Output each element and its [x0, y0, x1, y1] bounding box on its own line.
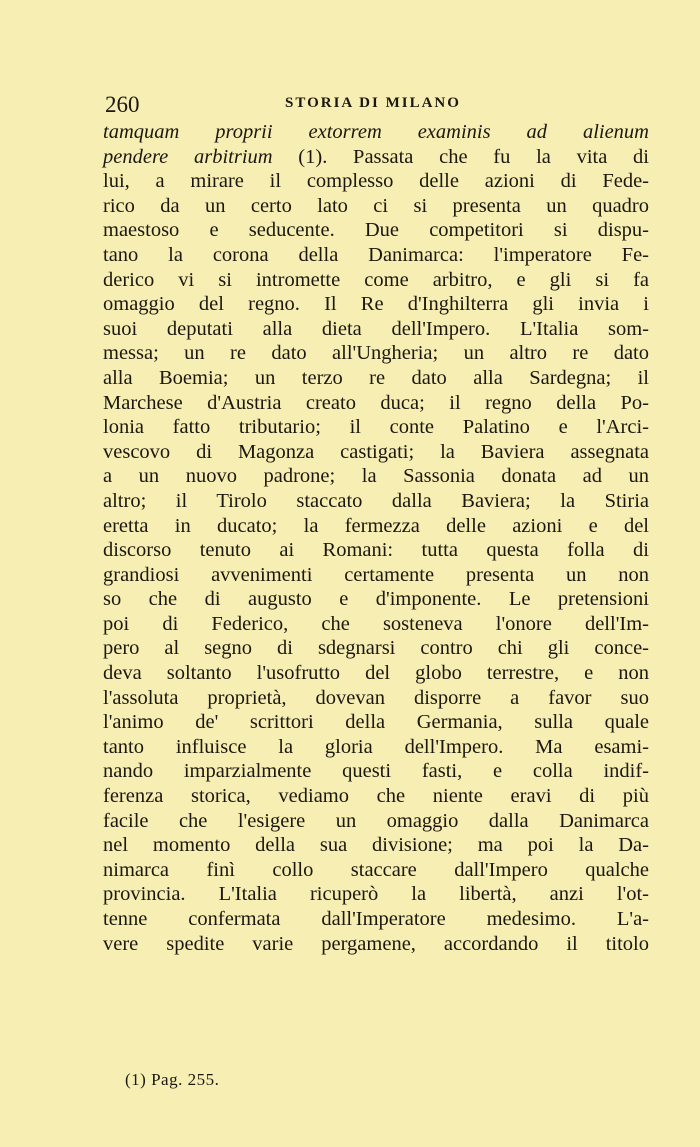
text-line-content: tano la corona della Danimarca: l'imperatore Fe-: [103, 243, 649, 266]
text-line: [103, 464, 649, 489]
text-line: [103, 538, 649, 563]
text-line-content: grandiosi avvenimenti certamente presenta un non: [103, 563, 649, 586]
text-line: [103, 317, 649, 342]
text-line: [103, 587, 649, 612]
text-line: [103, 710, 649, 735]
text-line-content: derico vi si intromette come arbitro, e gli si fa: [103, 268, 649, 291]
text-line: [103, 292, 649, 317]
text-line-content: poi di Federico, che sosteneva l'onore dell'Im-: [103, 612, 649, 635]
text-line: [103, 833, 649, 858]
text-line: [103, 169, 649, 194]
text-line: [103, 661, 649, 686]
text-line-content: l'animo de' scrittori della Germania, sulla quale: [103, 711, 649, 734]
footnote: (1) Pag. 255.: [125, 1070, 220, 1089]
running-head: [103, 92, 649, 120]
text-line: [103, 784, 649, 809]
text-line-content: nimarca finì collo staccare dall'Impero qualche: [103, 858, 649, 881]
text-line-content: altro; il Tirolo staccato dalla Baviera; la Stiria: [103, 489, 649, 512]
text-line-content: lonia fatto tributario; il conte Palatino e l'Arci-: [103, 416, 649, 439]
text-line: [103, 907, 649, 932]
text-line: [103, 366, 649, 391]
text-line-content: vere spedite varie pergamene, accordando il titolo: [103, 932, 649, 955]
text-line-content: tenne confermata dall'Imperatore medesimo. L'a-: [103, 908, 649, 930]
text-line: [103, 809, 649, 834]
text-line-content: deva soltanto l'usofrutto del globo terrestre, e non: [103, 662, 649, 685]
text-line: [103, 218, 649, 243]
text-line: [103, 759, 649, 784]
text-line-content: maestoso e seducente. Due competitori si dispu-: [103, 219, 649, 242]
text-line-content: so che di augusto e d'imponente. Le pretensioni: [103, 588, 649, 611]
text-line: [103, 243, 649, 268]
text-line-content: eretta in ducato; la fermezza delle azioni e del: [103, 514, 649, 537]
mixed-line: [103, 145, 649, 170]
page-number: 260: [105, 92, 140, 117]
text-line-content: tanto influisce la gloria dell'Impero. Ma esami-: [103, 735, 649, 758]
text-line: [103, 120, 649, 145]
text-line: [103, 563, 649, 588]
text-line: [103, 686, 649, 711]
text-line: [103, 858, 649, 883]
text-line: [103, 882, 649, 907]
italic-quote-line: tamquam proprii extorrem examinis ad alienum: [103, 121, 649, 143]
text-line: [103, 735, 649, 760]
text-line: [103, 514, 649, 539]
text-line-content: Marchese d'Austria creato duca; il regno della Po-: [103, 391, 649, 414]
text-line: [103, 636, 649, 661]
text-line-content: ferenza storica, vediamo che niente eravi di più: [103, 785, 649, 808]
text-line-content: a un nuovo padrone; la Sassonia donata ad un: [103, 465, 649, 488]
text-line-content: messa; un re dato all'Ungheria; un altro re dato: [103, 342, 649, 365]
body-text: [103, 120, 649, 956]
text-line-content: lui, a mirare il complesso delle azioni di Fede-: [103, 170, 649, 193]
text-line: [103, 932, 649, 957]
text-line: [103, 145, 649, 170]
text-line-content: suoi deputati alla dieta dell'Impero. L'Italia som-: [103, 317, 649, 340]
text-line: [103, 612, 649, 637]
text-line-content: vescovo di Magonza castigati; la Baviera assegnata: [103, 440, 649, 463]
text-line-content: facile che l'esigere un omaggio dalla Danimarca: [103, 809, 649, 832]
text-line-content: nando imparzialmente questi fasti, e colla indif-: [103, 760, 649, 783]
text-line: [103, 268, 649, 293]
text-line: [103, 391, 649, 416]
lines-container: [103, 169, 649, 956]
running-title: STORIA DI MILANO: [285, 95, 461, 111]
text-line-content: pero al segno di sdegnarsi contro chi gli conce-: [103, 637, 649, 660]
text-line: [103, 415, 649, 440]
italic-quote-fragment: pendere arbitrium: [103, 145, 273, 168]
text-line-content: rico da un certo lato ci si presenta un quadro: [103, 194, 649, 217]
text-line-content: nel momento della sua divisione; ma poi la Da-: [103, 834, 649, 857]
line-rest: (1). Passata che fu la vita di: [298, 145, 649, 168]
text-line-content: provincia. L'Italia ricuperò la libertà, anzi l'ot-: [103, 883, 649, 906]
text-line-content: omaggio del regno. Il Re d'Inghilterra gli invia i: [103, 293, 649, 316]
text-line-content: alla Boemia; un terzo re dato alla Sardegna; il: [103, 366, 649, 389]
text-line: [103, 489, 649, 514]
text-line-content: l'assoluta proprietà, dovevan disporre a favor suo: [103, 686, 649, 709]
book-page: [103, 92, 649, 956]
text-line: [103, 194, 649, 219]
text-line: [103, 341, 649, 366]
text-line-content: discorso tenuto ai Romani: tutta questa folla di: [103, 539, 649, 562]
text-line: [103, 440, 649, 465]
